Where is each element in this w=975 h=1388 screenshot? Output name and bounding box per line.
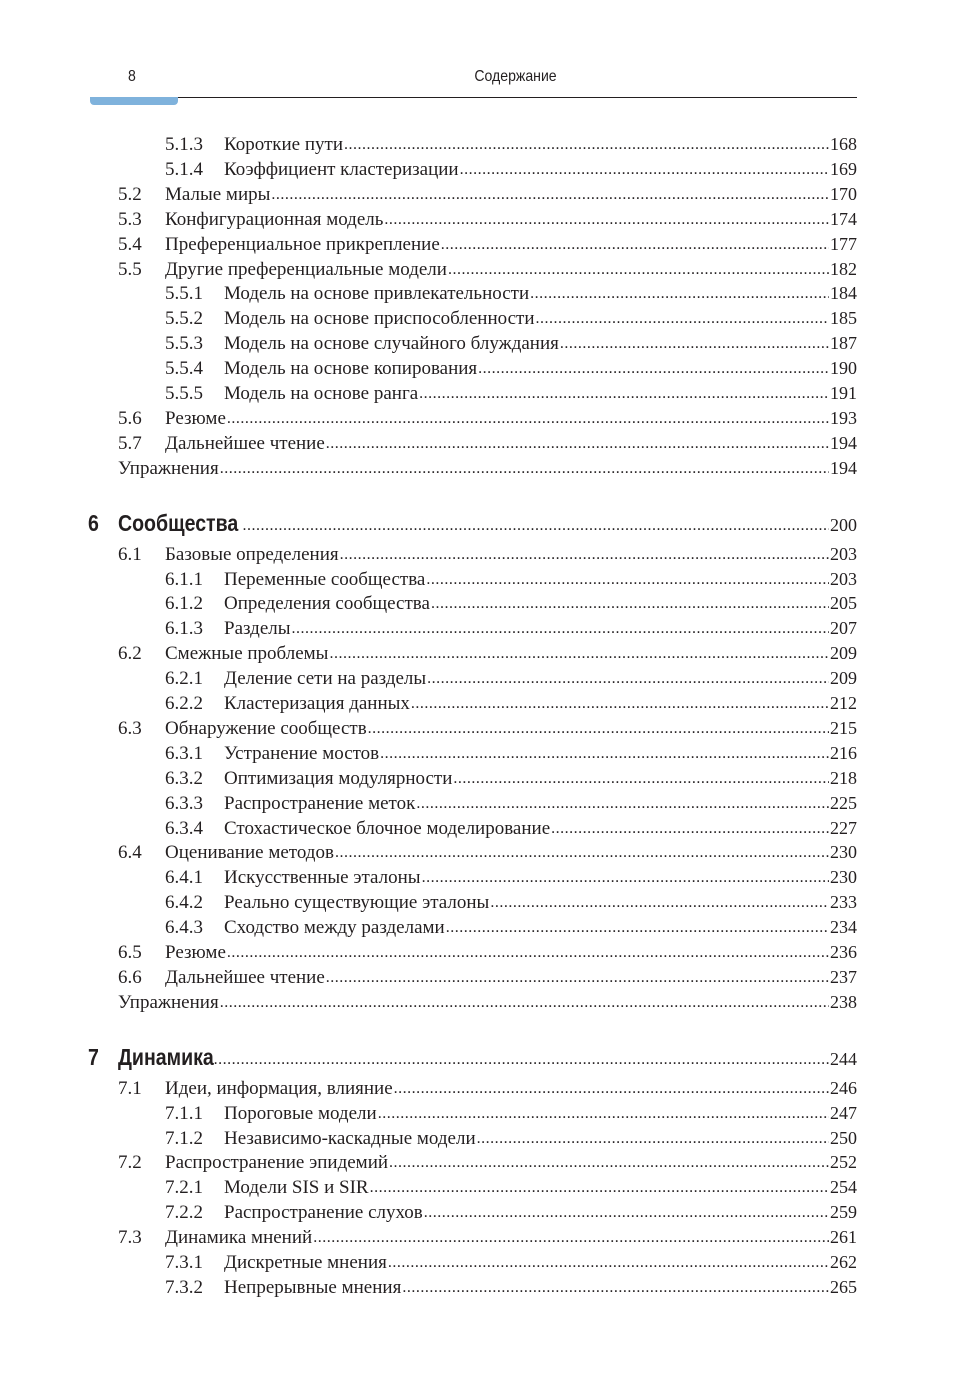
entry-title: Реально существующие эталоны [224,892,490,914]
entry-page-number: 261 [830,1227,857,1248]
toc-entry[interactable] [0,990,975,1015]
toc-entry[interactable] [0,257,975,282]
entry-number: 5.5.5 [165,383,203,404]
dot-leader [370,1174,829,1200]
dot-leader [243,512,830,538]
entry-title: Резюме [165,407,226,429]
entry-page-number: 259 [830,1202,857,1223]
dot-leader [419,380,829,406]
toc-entry[interactable] [0,182,975,207]
entry-number: 6.1 [118,543,142,565]
entry-title: Базовые определения [165,543,339,565]
dot-leader [416,790,829,816]
header-rule [90,97,857,98]
dot-leader [441,231,829,257]
entry-number: 6.4.3 [165,917,203,939]
toc-entry[interactable] [0,1250,975,1275]
dot-leader [326,964,829,990]
toc-entry[interactable] [0,431,975,456]
toc-entry[interactable] [0,567,975,592]
chapter-entry[interactable] [0,1045,975,1070]
entry-page-number: 185 [830,308,857,329]
entry-page-number: 265 [830,1276,857,1297]
dot-leader [344,131,829,157]
dot-leader [389,1149,829,1175]
entry-page-number: 244 [830,1048,857,1069]
toc-entry[interactable] [0,591,975,616]
entry-number: 7.3 [118,1227,142,1249]
dot-leader [426,566,829,592]
entry-page-number: 193 [830,407,857,428]
entry-number: 6.2.1 [165,668,203,690]
dot-leader [460,156,829,182]
entry-page-number: 247 [830,1102,857,1123]
entry-number: 7 [88,1043,99,1070]
entry-page-number: 252 [830,1152,857,1173]
toc-entry[interactable] [0,766,975,791]
toc-entry[interactable] [0,816,975,841]
entry-title: Переменные сообщества [224,568,426,590]
entry-number: 6.4 [118,842,142,864]
header-accent-bar [90,97,178,105]
entry-number: 6.2 [118,643,142,665]
entry-page-number: 209 [830,643,857,664]
toc-entry[interactable] [0,965,975,990]
entry-title: Другие преференциальные модели [165,258,447,280]
dot-leader [477,1125,829,1151]
entry-title: Сходство между разделами [224,917,445,939]
entry-page-number: 205 [830,593,857,614]
toc-entry[interactable] [0,542,975,567]
entry-page-number: 218 [830,767,857,788]
entry-number: 6.5 [118,942,142,963]
entry-page-number: 227 [830,817,857,838]
entry-number: 6.3.3 [165,792,203,814]
entry-number: 6.3 [118,717,142,739]
toc-entry[interactable] [0,1126,975,1151]
entry-page-number: 234 [830,917,857,938]
entry-page-number: 237 [830,966,857,987]
toc-entry[interactable] [0,865,975,890]
toc-entry[interactable] [0,1225,975,1250]
toc-entry[interactable] [0,716,975,741]
entry-title: Деление сети на разделы [224,668,427,690]
entry-title: Распространение меток [224,792,416,814]
toc-entry[interactable] [0,1101,975,1126]
dot-leader [424,1199,829,1225]
entry-title: Смежные проблемы [165,643,329,665]
entry-title: Устранение мостов [224,742,380,764]
page-number: 8 [128,68,136,85]
dot-leader [560,330,829,356]
entry-title: Определения сообщества [224,593,430,615]
entry-page-number: 200 [830,514,857,535]
entry-title: Дискретные мнения [224,1252,387,1273]
entry-number: 6.2.2 [165,693,203,714]
dot-leader [478,355,829,381]
toc-entry[interactable] [0,691,975,716]
toc-entry[interactable] [0,890,975,915]
toc-entry[interactable] [0,1076,975,1101]
entry-page-number: 225 [830,792,857,813]
entry-page-number: 187 [830,333,857,354]
entry-number: 7.2.2 [165,1202,203,1224]
entry-title: Модель на основе приспособленности [224,308,535,330]
toc-entry[interactable] [0,207,975,232]
dot-leader [431,590,829,616]
entry-page-number: 191 [830,383,857,403]
entry-title: Дальнейшее чтение [165,432,325,454]
toc-entry[interactable] [0,666,975,691]
dot-leader [227,939,829,965]
dot-leader [551,815,829,841]
entry-page-number: 236 [830,942,857,962]
entry-title: Модель на основе ранга [224,383,419,404]
entry-title: Динамика [118,1043,214,1070]
toc-entry[interactable] [0,616,975,641]
entry-page-number: 203 [830,568,857,589]
entry-number: 5.5 [118,258,142,280]
dot-leader [292,615,829,641]
entry-title: Пороговые модели [224,1102,377,1124]
entry-title: Обнаружение сообществ [165,717,367,739]
toc-entry[interactable] [0,1200,975,1225]
toc-entry[interactable] [0,1150,975,1175]
entry-page-number: 207 [830,618,857,639]
entry-title: Резюме [165,942,226,963]
entry-page-number: 177 [830,233,857,254]
entry-number: 5.6 [118,407,142,429]
entry-title: Упражнения [118,991,219,1013]
entry-number: 6.3.4 [165,817,203,839]
entry-number: 5.5.4 [165,358,203,380]
dot-leader [329,640,829,666]
dot-leader [271,181,829,207]
entry-page-number: 254 [830,1177,857,1198]
entry-title: Оптимизация модулярности [224,767,453,789]
entry-page-number: 174 [830,208,857,229]
toc-entry[interactable] [0,157,975,182]
dot-leader [422,864,829,890]
entry-page-number: 216 [830,742,857,763]
entry-title: Идеи, информация, влияние [165,1077,393,1099]
entry-page-number: 262 [830,1252,857,1272]
dot-leader [340,541,829,567]
entry-number: 6.6 [118,966,142,988]
entry-page-number: 182 [830,258,857,279]
toc-entry[interactable] [0,456,975,481]
entry-title: Сообщества [118,509,239,536]
entry-title: Кластеризация данных [224,693,410,714]
entry-page-number: 169 [830,158,857,179]
dot-leader [335,839,829,865]
entry-page-number: 238 [830,991,857,1012]
entry-title: Независимо-каскадные модели [224,1127,476,1149]
page-header [0,0,975,110]
entry-number: 7.3.2 [165,1276,203,1298]
toc-entry[interactable] [0,406,975,431]
running-title: Содержание [474,68,557,85]
entry-page-number: 190 [830,358,857,379]
entry-title: Модель на основе случайного блуждания [224,333,559,355]
entry-page-number: 203 [830,543,857,564]
entry-page-number: 194 [830,457,857,478]
entry-title: Упражнения [118,457,219,479]
dot-leader [394,1075,829,1101]
dot-leader [368,715,829,741]
entry-number: 6.4.2 [165,892,203,914]
dot-leader [313,1224,829,1250]
dot-leader [378,1100,829,1126]
entry-number: 7.1.2 [165,1127,203,1149]
entry-title: Конфигурационная модель [165,208,384,230]
entry-number: 6.1.1 [165,568,203,590]
entry-page-number: 233 [830,892,857,913]
toc-entry[interactable] [0,281,975,306]
entry-number: 5.3 [118,208,142,230]
entry-page-number: 246 [830,1077,857,1098]
toc-entry[interactable] [0,331,975,356]
entry-number: 6.3.2 [165,767,203,789]
dot-leader [446,914,829,940]
entry-title: Стохастическое блочное моделирование [224,817,551,839]
entry-number: 5.1.4 [165,158,203,180]
dot-leader [536,305,829,331]
entry-page-number: 250 [830,1127,857,1148]
entry-page-number: 212 [830,693,857,713]
dot-leader [453,765,829,791]
entry-page-number: 184 [830,283,857,304]
dot-leader [530,280,829,306]
entry-number: 6.1.3 [165,618,203,640]
entry-title: Распространение слухов [224,1202,423,1224]
entry-page-number: 170 [830,183,857,204]
entry-page-number: 168 [830,134,857,154]
entry-number: 6 [88,509,99,536]
entry-title: Коэффициент кластеризации [224,158,459,180]
dot-leader [326,430,829,456]
entry-number: 5.5.2 [165,308,203,330]
entry-number: 6.4.1 [165,867,203,889]
entry-title: Распространение эпидемий [165,1152,389,1174]
entry-number: 7.1.1 [165,1102,203,1124]
entry-number: 7.3.1 [165,1252,203,1273]
entry-title: Разделы [224,618,291,640]
entry-number: 7.1 [118,1077,142,1099]
toc-entry[interactable] [0,641,975,666]
entry-page-number: 230 [830,867,857,888]
entry-title: Модели SIS и SIR [224,1177,369,1199]
entry-title: Искусственные эталоны [224,867,421,889]
toc-entry[interactable] [0,306,975,331]
dot-leader [384,206,829,232]
entry-title: Дальнейшее чтение [165,966,325,988]
toc-entry[interactable] [0,232,975,257]
toc-entry[interactable] [0,741,975,766]
dot-leader [220,989,829,1015]
entry-title: Преференциальное прикрепление [165,233,440,255]
dot-leader [388,1249,829,1275]
entry-title: Модель на основе привлекательности [224,283,530,305]
toc-entry[interactable] [0,381,975,406]
toc-entry[interactable] [0,132,975,157]
entry-number: 5.5.1 [165,283,203,305]
toc-entry[interactable] [0,840,975,865]
entry-number: 5.2 [118,183,142,205]
dot-leader [448,256,829,282]
entry-number: 5.5.3 [165,333,203,355]
toc-entry[interactable] [0,791,975,816]
entry-number: 6.3.1 [165,742,203,764]
dot-leader [220,455,829,481]
entry-title: Малые миры [165,183,271,205]
entry-page-number: 230 [830,842,857,863]
dot-leader [380,740,829,766]
toc-entry[interactable] [0,940,975,965]
dot-leader [427,665,829,691]
entry-title: Оценивание методов [165,842,334,864]
entry-page-number: 194 [830,432,857,453]
entry-title: Непрерывные мнения [224,1276,402,1298]
entry-number: 5.1.3 [165,134,203,155]
entry-number: 5.7 [118,432,142,454]
entry-page-number: 209 [830,668,857,689]
entry-title: Модель на основе копирования [224,358,478,380]
toc-entry[interactable] [0,915,975,940]
dot-leader [214,1046,829,1072]
toc-entry[interactable] [0,356,975,381]
dot-leader [411,690,829,716]
chapter-entry[interactable] [0,511,975,536]
dot-leader [490,889,829,915]
entry-number: 7.2 [118,1152,142,1174]
toc-entry[interactable] [0,1275,975,1300]
entry-number: 6.1.2 [165,593,203,615]
entry-number: 7.2.1 [165,1177,203,1199]
dot-leader [227,405,829,431]
entry-title: Короткие пути [224,134,344,155]
toc-entry[interactable] [0,1175,975,1200]
entry-number: 5.4 [118,233,142,255]
dot-leader [402,1274,829,1300]
entry-title: Динамика мнений [165,1227,313,1249]
entry-page-number: 215 [830,717,857,738]
